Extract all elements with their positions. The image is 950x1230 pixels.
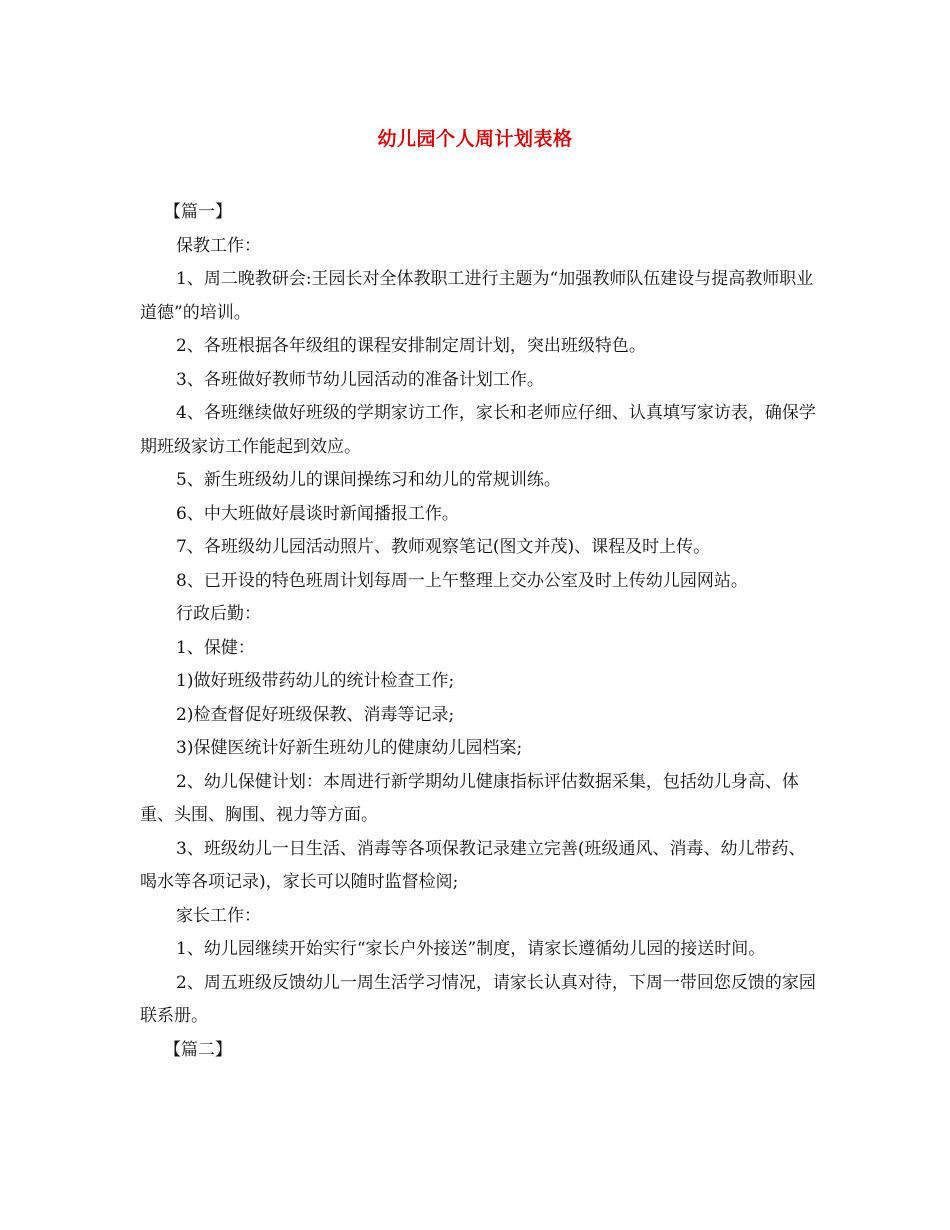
paragraph: 5、新生班级幼儿的课间操练习和幼儿的常规训练。: [176, 470, 561, 490]
document-title: 幼儿园个人周计划表格: [377, 128, 573, 150]
paragraph: 2)检查督促好班级保教、消毒等记录;: [176, 704, 455, 725]
subheading-teaching: 保教工作：: [176, 235, 261, 256]
section-heading-1: 【篇一】: [164, 202, 232, 222]
paragraph: 6、中大班做好晨谈时新闻播报工作。: [176, 503, 459, 524]
paragraph: 3、班级幼儿一日生活、消毒等各项保教记录建立完善(班级通风、消毒、幼儿带药、喝水等各项记录)，家长可以随时监督检阅;: [140, 838, 806, 892]
paragraph: 1、周二晚教研会:王园长对全体教职工进行主题为“加强教师队伍建设与提高教师职业道德”的培训。: [140, 269, 814, 323]
paragraph: 1、幼儿园继续开始实行“家长户外接送”制度，请家长遵循幼儿园的接送时间。: [176, 939, 766, 959]
paragraph: 2、周五班级反馈幼儿一周生活学习情况，请家长认真对待，下周一带回您反馈的家园联系册。: [140, 972, 816, 1026]
paragraph: 7、各班级幼儿园活动照片、教师观察笔记(图文并茂)、课程及时上传。: [176, 537, 711, 557]
document-body: [140, 196, 820, 1067]
paragraph: 1)做好班级带药幼儿的统计检查工作;: [176, 671, 455, 691]
subheading-admin: 行政后勤：: [176, 604, 261, 624]
paragraph: 8、已开设的特色班周计划每周一上午整理上交办公室及时上传幼儿园网站。: [176, 570, 748, 591]
paragraph: 4、各班继续做好班级的学期家访工作，家长和老师应仔细、认真填写家访表，确保学期班级家访工作能起到效应。: [140, 403, 816, 457]
subheading-parents: 家长工作：: [176, 905, 261, 926]
paragraph: 2、各班根据各年级组的课程安排制定周计划，突出班级特色。: [176, 336, 646, 356]
paragraph: 3)保健医统计好新生班幼儿的健康幼儿园档案;: [176, 738, 523, 758]
paragraph: 1、保健：: [176, 637, 255, 658]
paragraph: 3、各班做好教师节幼儿园活动的准备计划工作。: [176, 369, 544, 390]
section-heading-2: 【篇二】: [164, 1039, 232, 1060]
paragraph: 2、幼儿保健计划：本周进行新学期幼儿健康指标评估数据采集，包括幼儿身高、体重、头围、胸围、视力等方面。: [140, 771, 799, 825]
